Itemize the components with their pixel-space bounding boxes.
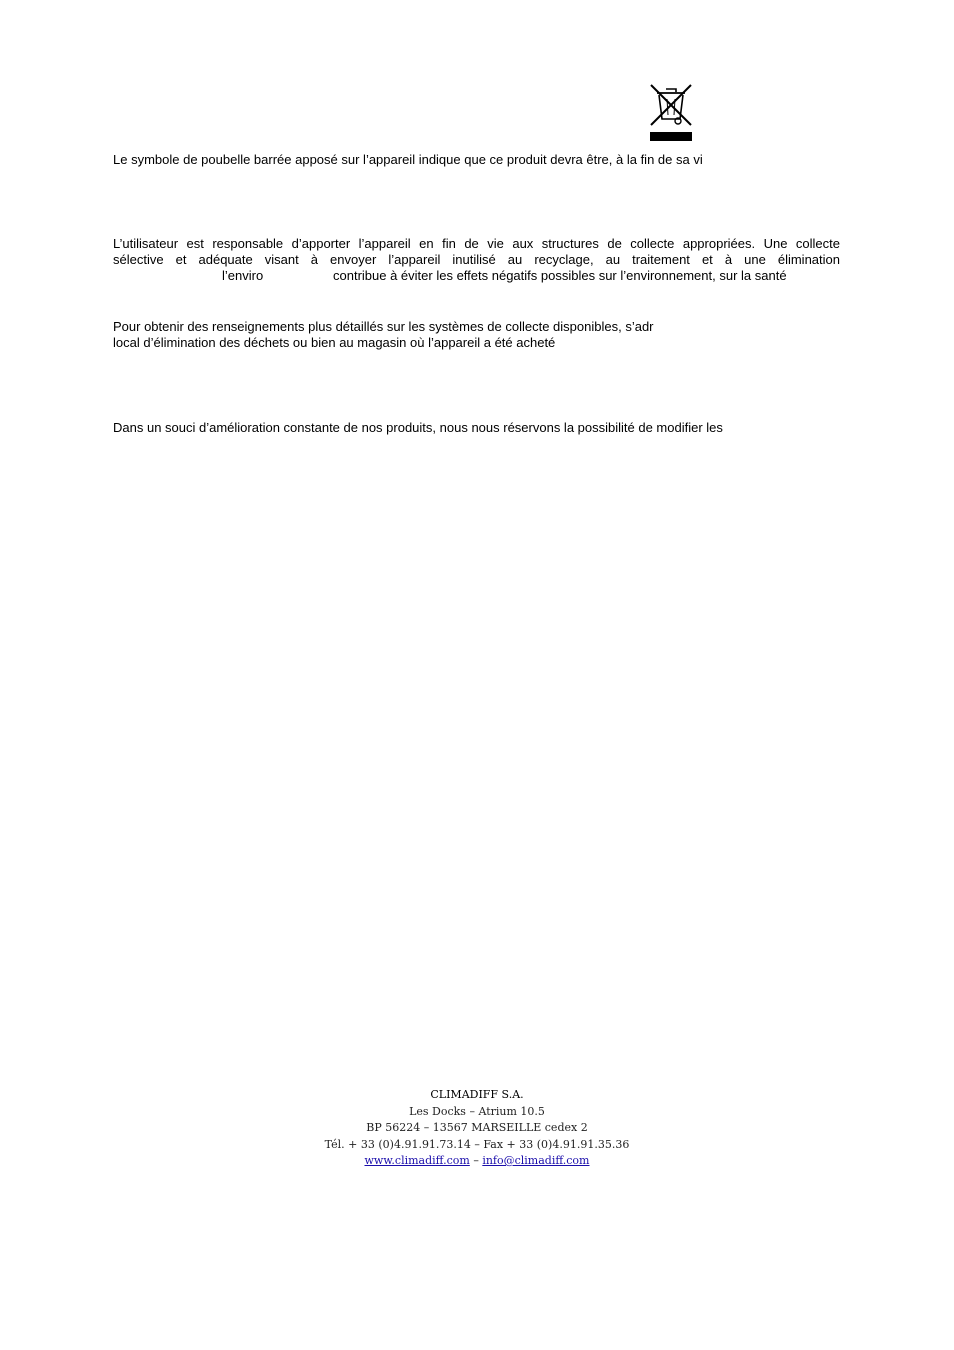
paragraph-weee-line-1: Le symbole de poubelle barrée apposé sur l’appareil indique que ce produit devra être, à la fin de sa vi bbox=[113, 152, 703, 167]
company-address-line-2: BP 56224 – 13567 MARSEILLE cedex 2 bbox=[366, 1121, 588, 1134]
crossed-out-wheelie-bin-icon bbox=[648, 83, 694, 143]
paragraph-improvement-line-1: Dans un souci d’amélioration constante de nos produits, nous nous réservons la possibilité de modifier les bbox=[113, 420, 723, 435]
company-footer bbox=[0, 1087, 954, 1170]
company-address-line-1: Les Docks – Atrium 10.5 bbox=[409, 1104, 545, 1118]
company-contact-links bbox=[0, 1153, 954, 1170]
website-link[interactable]: www.climadiff.com bbox=[364, 1154, 470, 1167]
paragraph-info-line-2: local d’élimination des déchets ou bien au magasin où l’appareil a été acheté bbox=[113, 335, 556, 350]
paragraph-user-line-3: contribue à éviter les effets négatifs possibles sur l’environnement, sur la santé bbox=[333, 268, 787, 283]
paragraph-user-line-1: L’utilisateur est responsable d’apporter l’appareil en fin de vie aux structures de collecte appropriées. Une collecte bbox=[113, 236, 840, 251]
email-link[interactable]: info@climadiff.com bbox=[482, 1154, 590, 1167]
company-phone-fax: Tél. + 33 (0)4.91.91.73.14 – Fax + 33 (0)4.91.91.35.36 bbox=[324, 1137, 630, 1151]
paragraph-user-line-2: sélective et adéquate visant à envoyer l’appareil inutilisé au recyclage, au traitement et à une élimination bbox=[113, 252, 840, 267]
link-separator: – bbox=[473, 1154, 479, 1167]
company-name: CLIMADIFF S.A. bbox=[430, 1088, 524, 1101]
paragraph-user-line-3-fragment: l’enviro bbox=[222, 268, 264, 283]
paragraph-info-line-1: Pour obtenir des renseignements plus détaillés sur les systèmes de collecte disponibles, s’adr bbox=[113, 319, 654, 334]
